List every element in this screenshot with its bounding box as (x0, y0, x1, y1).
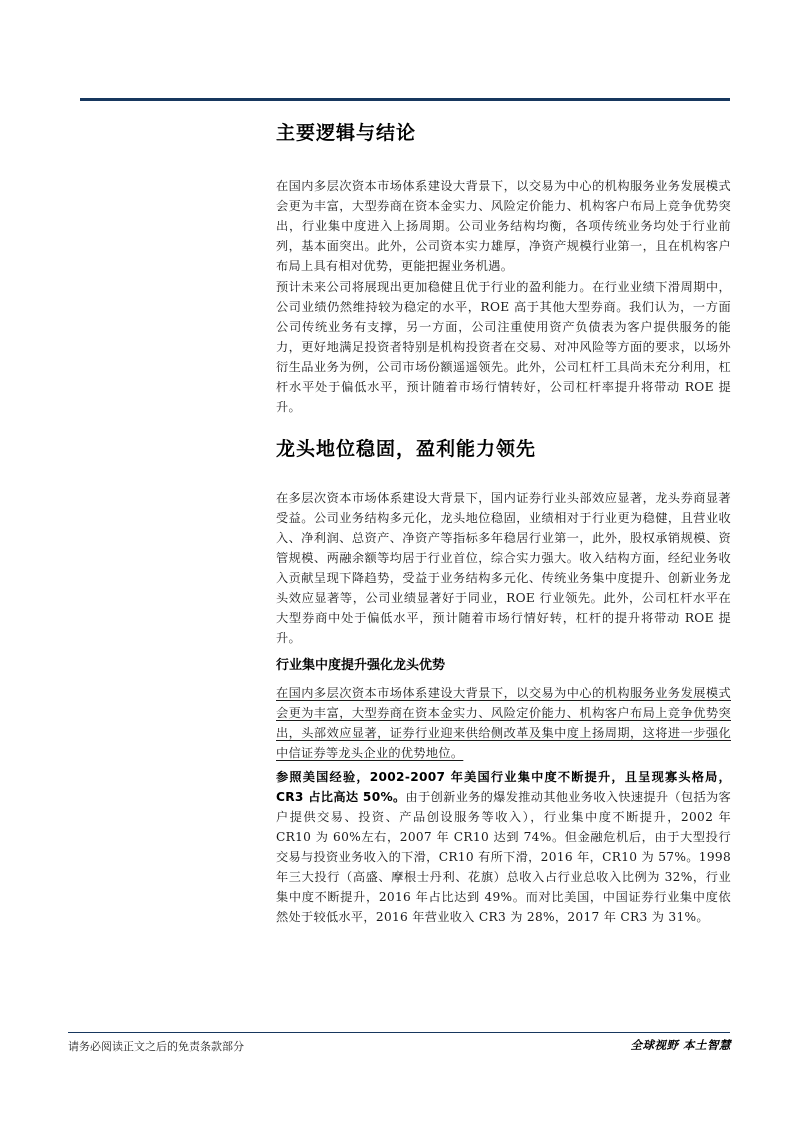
subsection-concentration (276, 654, 731, 673)
us-experience-wrap (276, 767, 731, 927)
section-leader (276, 434, 731, 461)
underlined-text: 在国内多层次资本市场体系建设大背景下，以交易为中心的机构服务业务发展模式会更为丰富，大型券商在资本金实力、风险定价能力、机构客户布局上竞争优势突出，头部效应显著，证券行业迎来供给侧改革及集中度上扬周期，这将进一步强化中信证券等龙头企业的优势地位。 (276, 686, 731, 760)
leader-paragraph: 在多层次资本市场体系建设大背景下，国内证券行业头部效应显著，龙头券商显著受益。公司业务结构多元化，龙头地位稳固，业绩相对于行业更为稳健，且营业收入、净利润、总资产、净资产等指标多年稳居行业第一，此外，股权承销规模、资管规模、两融余额等均居于行业首位，综合实力强大。收入结构方面，经纪业务收入贡献呈现下降趋势，受益于业务结构多元化、传统业务集中度提升、创新业务龙头效应显著等，公司业绩显著好于同业，ROE 行业领先。此外，公司杠杆水平在大型券商中处于偏低水平，预计随着市场行情好转，杠杆的提升将带动 ROE 提升。 (276, 491, 731, 645)
section-main-logic (276, 118, 731, 145)
header-rule (80, 98, 730, 101)
us-experience-paragraph (276, 767, 731, 927)
main-logic-para-1-wrap (276, 176, 731, 276)
heading-main-logic: 主要逻辑与结论 (276, 122, 417, 144)
footer-rule (68, 1032, 730, 1033)
heading-leader-position: 龙头地位稳固，盈利能力领先 (276, 438, 537, 460)
footer-slogan: 全球视野 本土智慧 (630, 1038, 731, 1052)
concentration-underlined-wrap (276, 683, 731, 763)
us-experience-bold-lead: 参照美国经验，2002-2007 年美国行业集中度不断提升，且呈现寡头格局，CR3 占比高达 50%。 (276, 770, 731, 804)
concentration-underlined-paragraph (276, 683, 731, 763)
footer-disclaimer: 请务必阅读正文之后的免责条款部分 (68, 1040, 244, 1053)
subheading-concentration: 行业集中度提升强化龙头优势 (276, 658, 446, 673)
us-experience-body: 由于创新业务的爆发推动其他业务收入快速提升（包括为客户提供交易、投资、产品创设服务等收入），行业集中度不断提升，2002 年 CR10 为 60%左右，2007 年 CR10 达到 74%。但金融危机后，由于大型投行交易与投资业务收入的下滑，CR10 有所下滑，2016 年，CR10 为 57%。1998 年三大投行（高盛、摩根士丹利、花旗）总收入占行业总收入比例为 32%，行业集中度不断提升，2016 年占比达到 49%。而对比美国，中国证券行业集中度依然处于较低水平，2016 年营业收入 CR3 为 28%，2017 年 CR3 为 31%。 (276, 790, 731, 924)
main-logic-paragraph-1: 在国内多层次资本市场体系建设大背景下，以交易为中心的机构服务业务发展模式会更为丰富，大型券商在资本金实力、风险定价能力、机构客户布局上竞争优势突出，行业集中度进入上扬周期。公司业务结构均衡，各项传统业务均处于行业前列，基本面突出。此外，公司资本实力雄厚，净资产规模行业第一，且在机构客户布局上具有相对优势，更能把握业务机遇。 (276, 179, 731, 273)
main-logic-para-2-wrap (276, 277, 731, 417)
leader-para-wrap (276, 488, 731, 648)
main-logic-paragraph-2: 预计未来公司将展现出更加稳健且优于行业的盈利能力。在行业业绩下滑周期中，公司业绩仍然维持较为稳定的水平，ROE 高于其他大型券商。我们认为，一方面公司传统业务有支撑，另一方面，公司注重使用资产负债表为客户提供服务的能力，更好地满足投资者特别是机构投资者在交易、对冲风险等方面的要求，以场外衍生品业务为例，公司市场份额遥遥领先。此外，公司杠杆工具尚未充分利用，杠杆水平处于偏低水平，预计随着市场行情转好，公司杠杆率提升将带动 ROE 提升。 (276, 280, 731, 414)
